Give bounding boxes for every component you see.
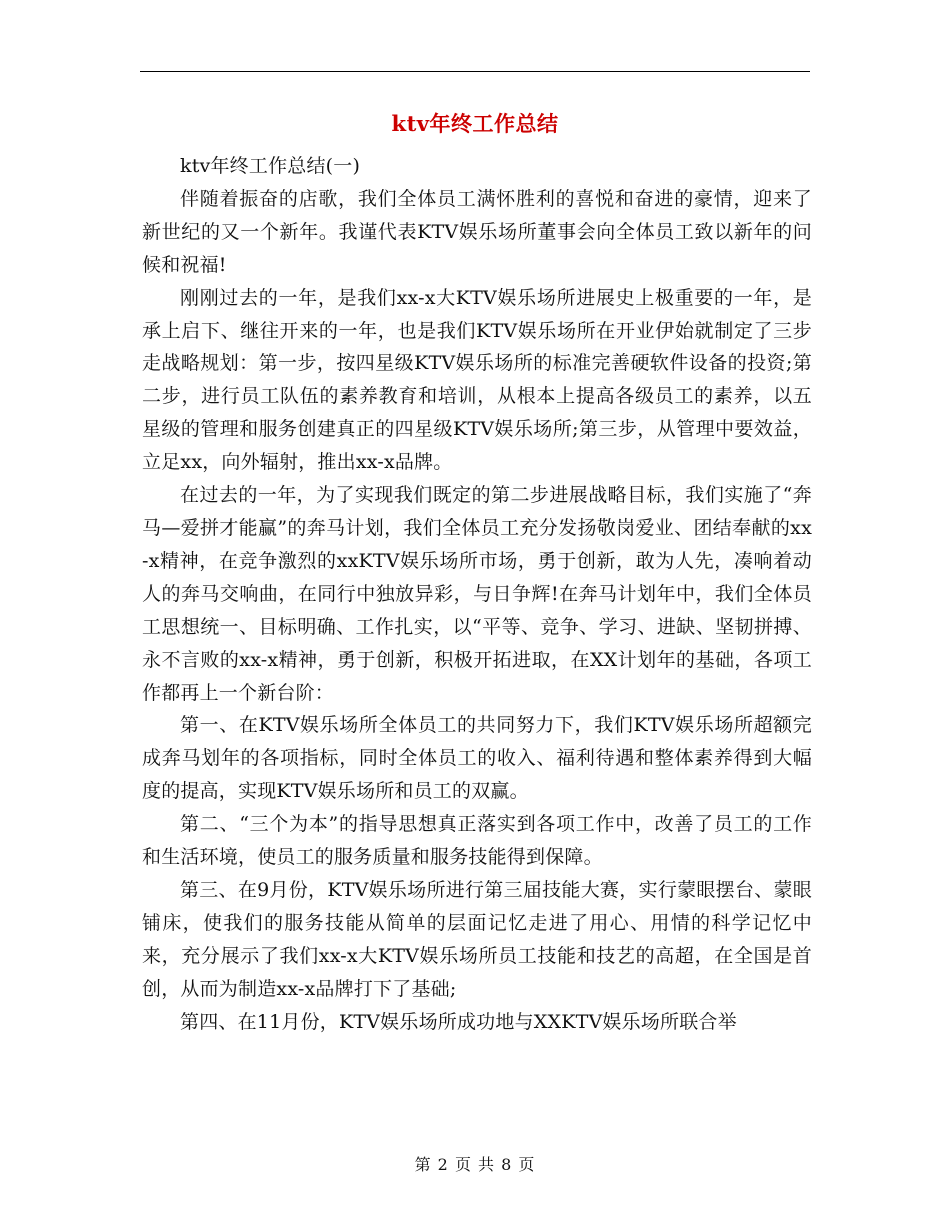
body-paragraph: 第一、在KTV娱乐场所全体员工的共同努力下，我们KTV娱乐场所超额完成奔马划年的各项指标，同时全体员工的收入、福利待遇和整体素养得到大幅度的提高，实现KTV娱乐场所和员工的双赢。 bbox=[142, 714, 812, 803]
header-rule bbox=[140, 71, 810, 72]
body-paragraph: 第二、“三个为本”的指导思想真正落实到各项工作中，改善了员工的工作和生活环境，使员工的服务质量和服务技能得到保障。 bbox=[142, 813, 812, 869]
body-paragraph: 伴随着振奋的店歌，我们全体员工满怀胜利的喜悦和奋进的豪情，迎来了新世纪的又一个新年。我谨代表KTV娱乐场所董事会向全体员工致以新年的问候和祝福! bbox=[142, 187, 812, 276]
page-number: 第 2 页 共 8 页 bbox=[414, 1155, 536, 1174]
body-paragraph: 刚刚过去的一年，是我们xx-x大KTV娱乐场所进展史上极重要的一年，是承上启下、继往开来的一年，也是我们KTV娱乐场所在开业伊始就制定了三步走战略规划：第一步，按四星级KTV娱乐场所的标准完善硬软件设备的投资;第二步，进行员工队伍的素养教育和培训，从根本上提高各级员工的素养，以五星级的管理和服务创建真正的四星级KTV娱乐场所;第三步，从管理中要效益，立足xx，向外辐射，推出xx-x品牌。 bbox=[142, 286, 812, 474]
section-heading: ktv年终工作总结(一) bbox=[180, 155, 361, 177]
document-body bbox=[142, 150, 812, 1038]
body-paragraph: 第四、在11月份，KTV娱乐场所成功地与XXKTV娱乐场所联合举 bbox=[180, 1010, 737, 1033]
body-paragraph: 在过去的一年，为了实现我们既定的第二步进展战略目标，我们实施了“奔马—爱拼才能赢”的奔马计划，我们全体员工充分发扬敬岗爱业、团结奉献的xx-x精神，在竞争激烈的xxKTV娱乐场所市场，勇于创新，敢为人先，凑响着动人的奔马交响曲，在同行中独放异彩，与日争辉!在奔马计划年中，我们全体员工思想统一、目标明确、工作扎实，以“平等、竞争、学习、进缺、坚韧拼搏、永不言败的xx-x精神，勇于创新，积极开拓进取，在XX计划年的基础，各项工作都再上一个新台阶： bbox=[142, 484, 812, 704]
document-title: ktv年终工作总结 bbox=[391, 111, 559, 136]
body-paragraph: 第三、在9月份，KTV娱乐场所进行第三届技能大赛，实行蒙眼摆台、蒙眼铺床，使我们的服务技能从简单的层面记忆走进了用心、用情的科学记忆中来，充分展示了我们xx-x大KTV娱乐场所员工技能和技艺的高超，在全国是首创，从而为制造xx-x品牌打下了基础; bbox=[142, 878, 812, 1000]
